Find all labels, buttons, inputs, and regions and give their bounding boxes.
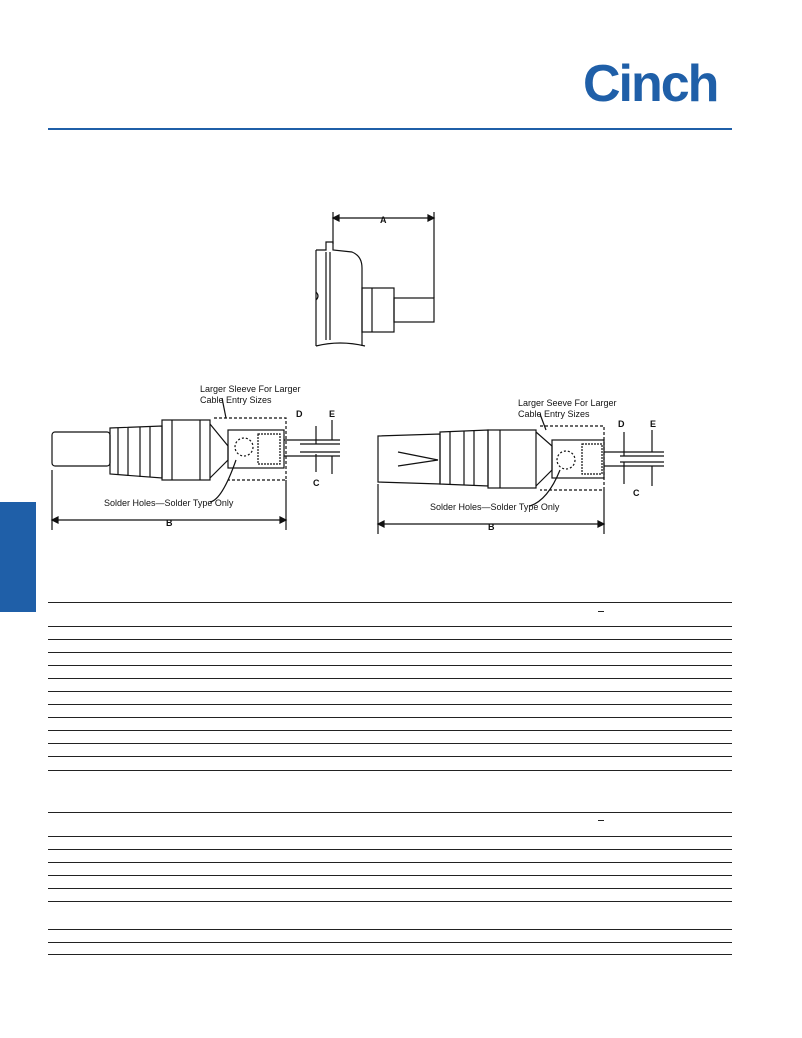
table-row xyxy=(48,640,732,653)
table-row xyxy=(48,863,732,876)
cinch-logo: Cinch xyxy=(583,55,718,113)
table-row xyxy=(48,850,732,863)
table-row xyxy=(48,943,732,955)
plug-figure-right xyxy=(378,414,664,534)
fig2-sleeve-note-1: Larger Sleeve For Larger xyxy=(200,384,301,394)
table-row xyxy=(48,744,732,757)
table-row xyxy=(48,627,732,640)
table-row xyxy=(48,718,732,731)
table-row xyxy=(48,757,732,771)
dim-a-label: A xyxy=(380,215,387,225)
table-row xyxy=(48,930,732,943)
fig3-dim-d: D xyxy=(618,419,625,429)
table-row xyxy=(48,679,732,692)
fig3-dim-c: C xyxy=(633,488,640,498)
fig2-dim-c: C xyxy=(313,478,320,488)
table-1-header-dash xyxy=(598,611,604,612)
fig3-dim-e: E xyxy=(650,419,657,429)
table-row xyxy=(48,653,732,666)
table-row xyxy=(48,902,732,930)
fig3-solder-note: Solder Holes—Solder Type Only xyxy=(430,502,560,512)
table-row xyxy=(48,705,732,718)
spec-table-2 xyxy=(48,812,732,955)
fig3-sleeve-note-1: Larger Seeve For Larger xyxy=(518,398,617,408)
fig2-dim-b: B xyxy=(166,518,173,528)
fig2-solder-note: Solder Holes—Solder Type Only xyxy=(104,498,234,508)
panel-mount-figure xyxy=(316,212,434,346)
fig2-sleeve-note-2: Cable Entry Sizes xyxy=(200,395,272,405)
table-row xyxy=(48,731,732,744)
table-row xyxy=(48,837,732,850)
fig2-dim-d: D xyxy=(296,409,303,419)
table-row xyxy=(48,666,732,679)
table-header-row xyxy=(48,602,732,627)
fig3-sleeve-note-2: Cable Entry Sizes xyxy=(518,409,590,419)
table-2-header-dash xyxy=(598,820,604,821)
fig3-dim-b: B xyxy=(488,522,495,532)
table-row xyxy=(48,889,732,902)
fig2-dim-e: E xyxy=(329,409,336,419)
table-row xyxy=(48,876,732,889)
table-row xyxy=(48,692,732,705)
spec-table-1 xyxy=(48,602,732,771)
table-header-row xyxy=(48,812,732,837)
